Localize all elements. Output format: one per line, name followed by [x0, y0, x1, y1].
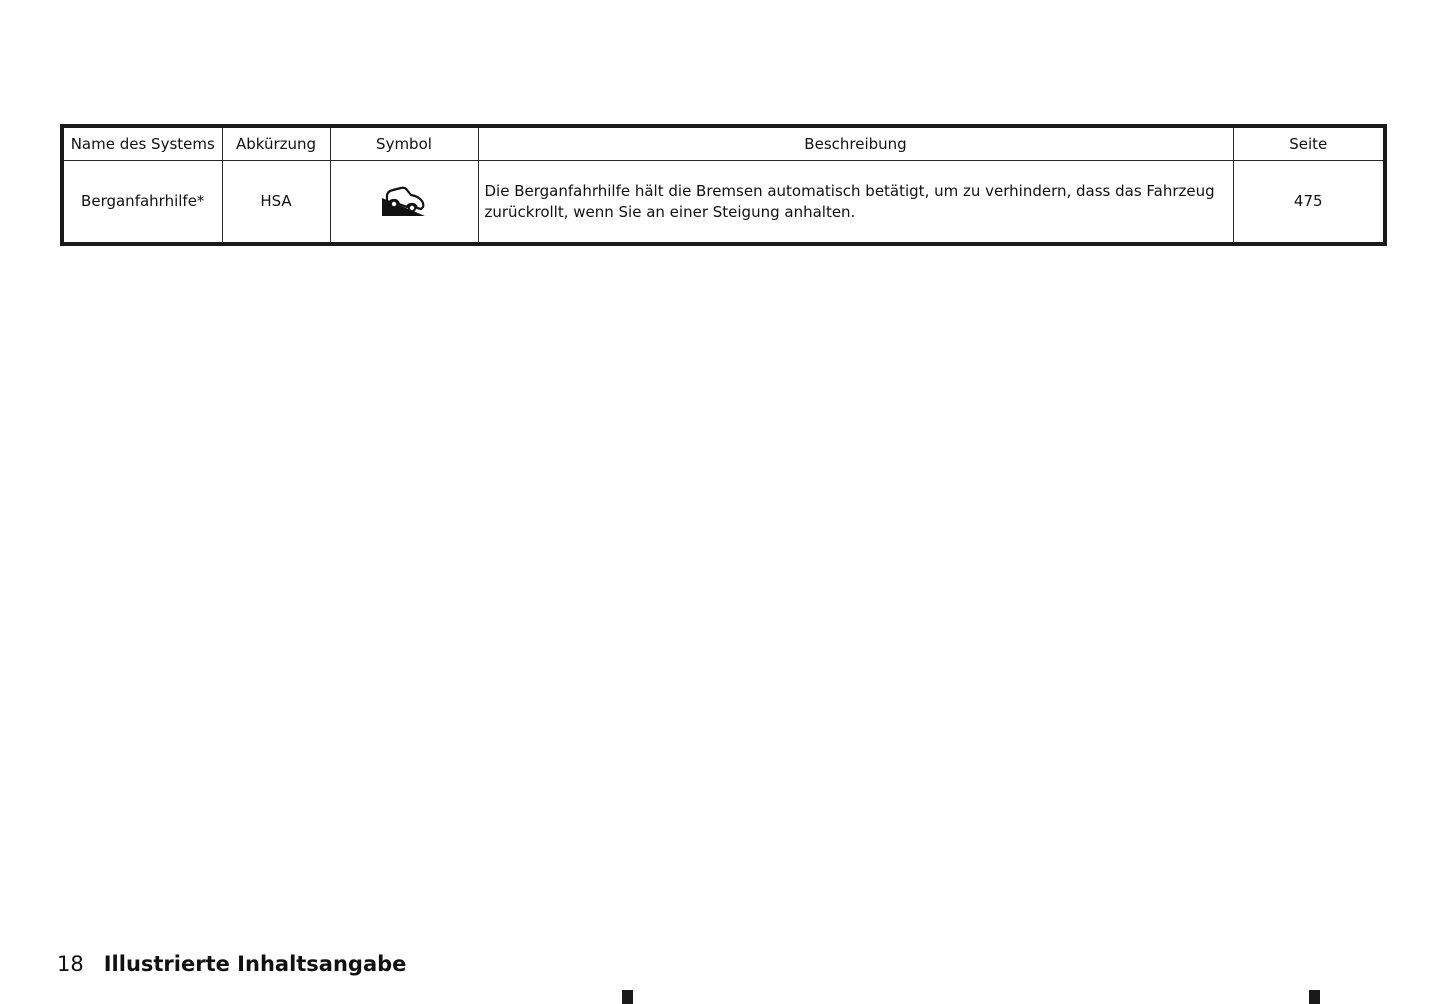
section-title: Illustrierte Inhaltsangabe — [103, 952, 407, 976]
crop-mark-left — [622, 990, 633, 1004]
page-number: 18 — [57, 952, 84, 976]
header-abbreviation: Abkürzung — [222, 126, 330, 161]
header-name: Name des Systems — [62, 126, 222, 161]
header-symbol: Symbol — [330, 126, 478, 161]
table-header-row — [62, 126, 1385, 161]
header-description: Beschreibung — [478, 126, 1233, 161]
system-description: Die Berganfahrhilfe hält die Bremsen automatisch betätigt, um zu verhindern, dass das Fahrzeug zurückrollt, wenn Sie an einer Steigung anhalten. — [478, 161, 1233, 245]
table-row — [62, 161, 1385, 245]
hill-start-assist-icon — [381, 186, 427, 218]
page-footer — [57, 951, 406, 977]
crop-mark-right — [1309, 990, 1320, 1004]
system-page: 475 — [1233, 161, 1385, 245]
system-symbol — [330, 161, 478, 245]
system-name: Berganfahrhilfe* — [62, 161, 222, 245]
system-table — [60, 124, 1387, 246]
system-abbreviation: HSA — [222, 161, 330, 245]
header-page: Seite — [1233, 126, 1385, 161]
